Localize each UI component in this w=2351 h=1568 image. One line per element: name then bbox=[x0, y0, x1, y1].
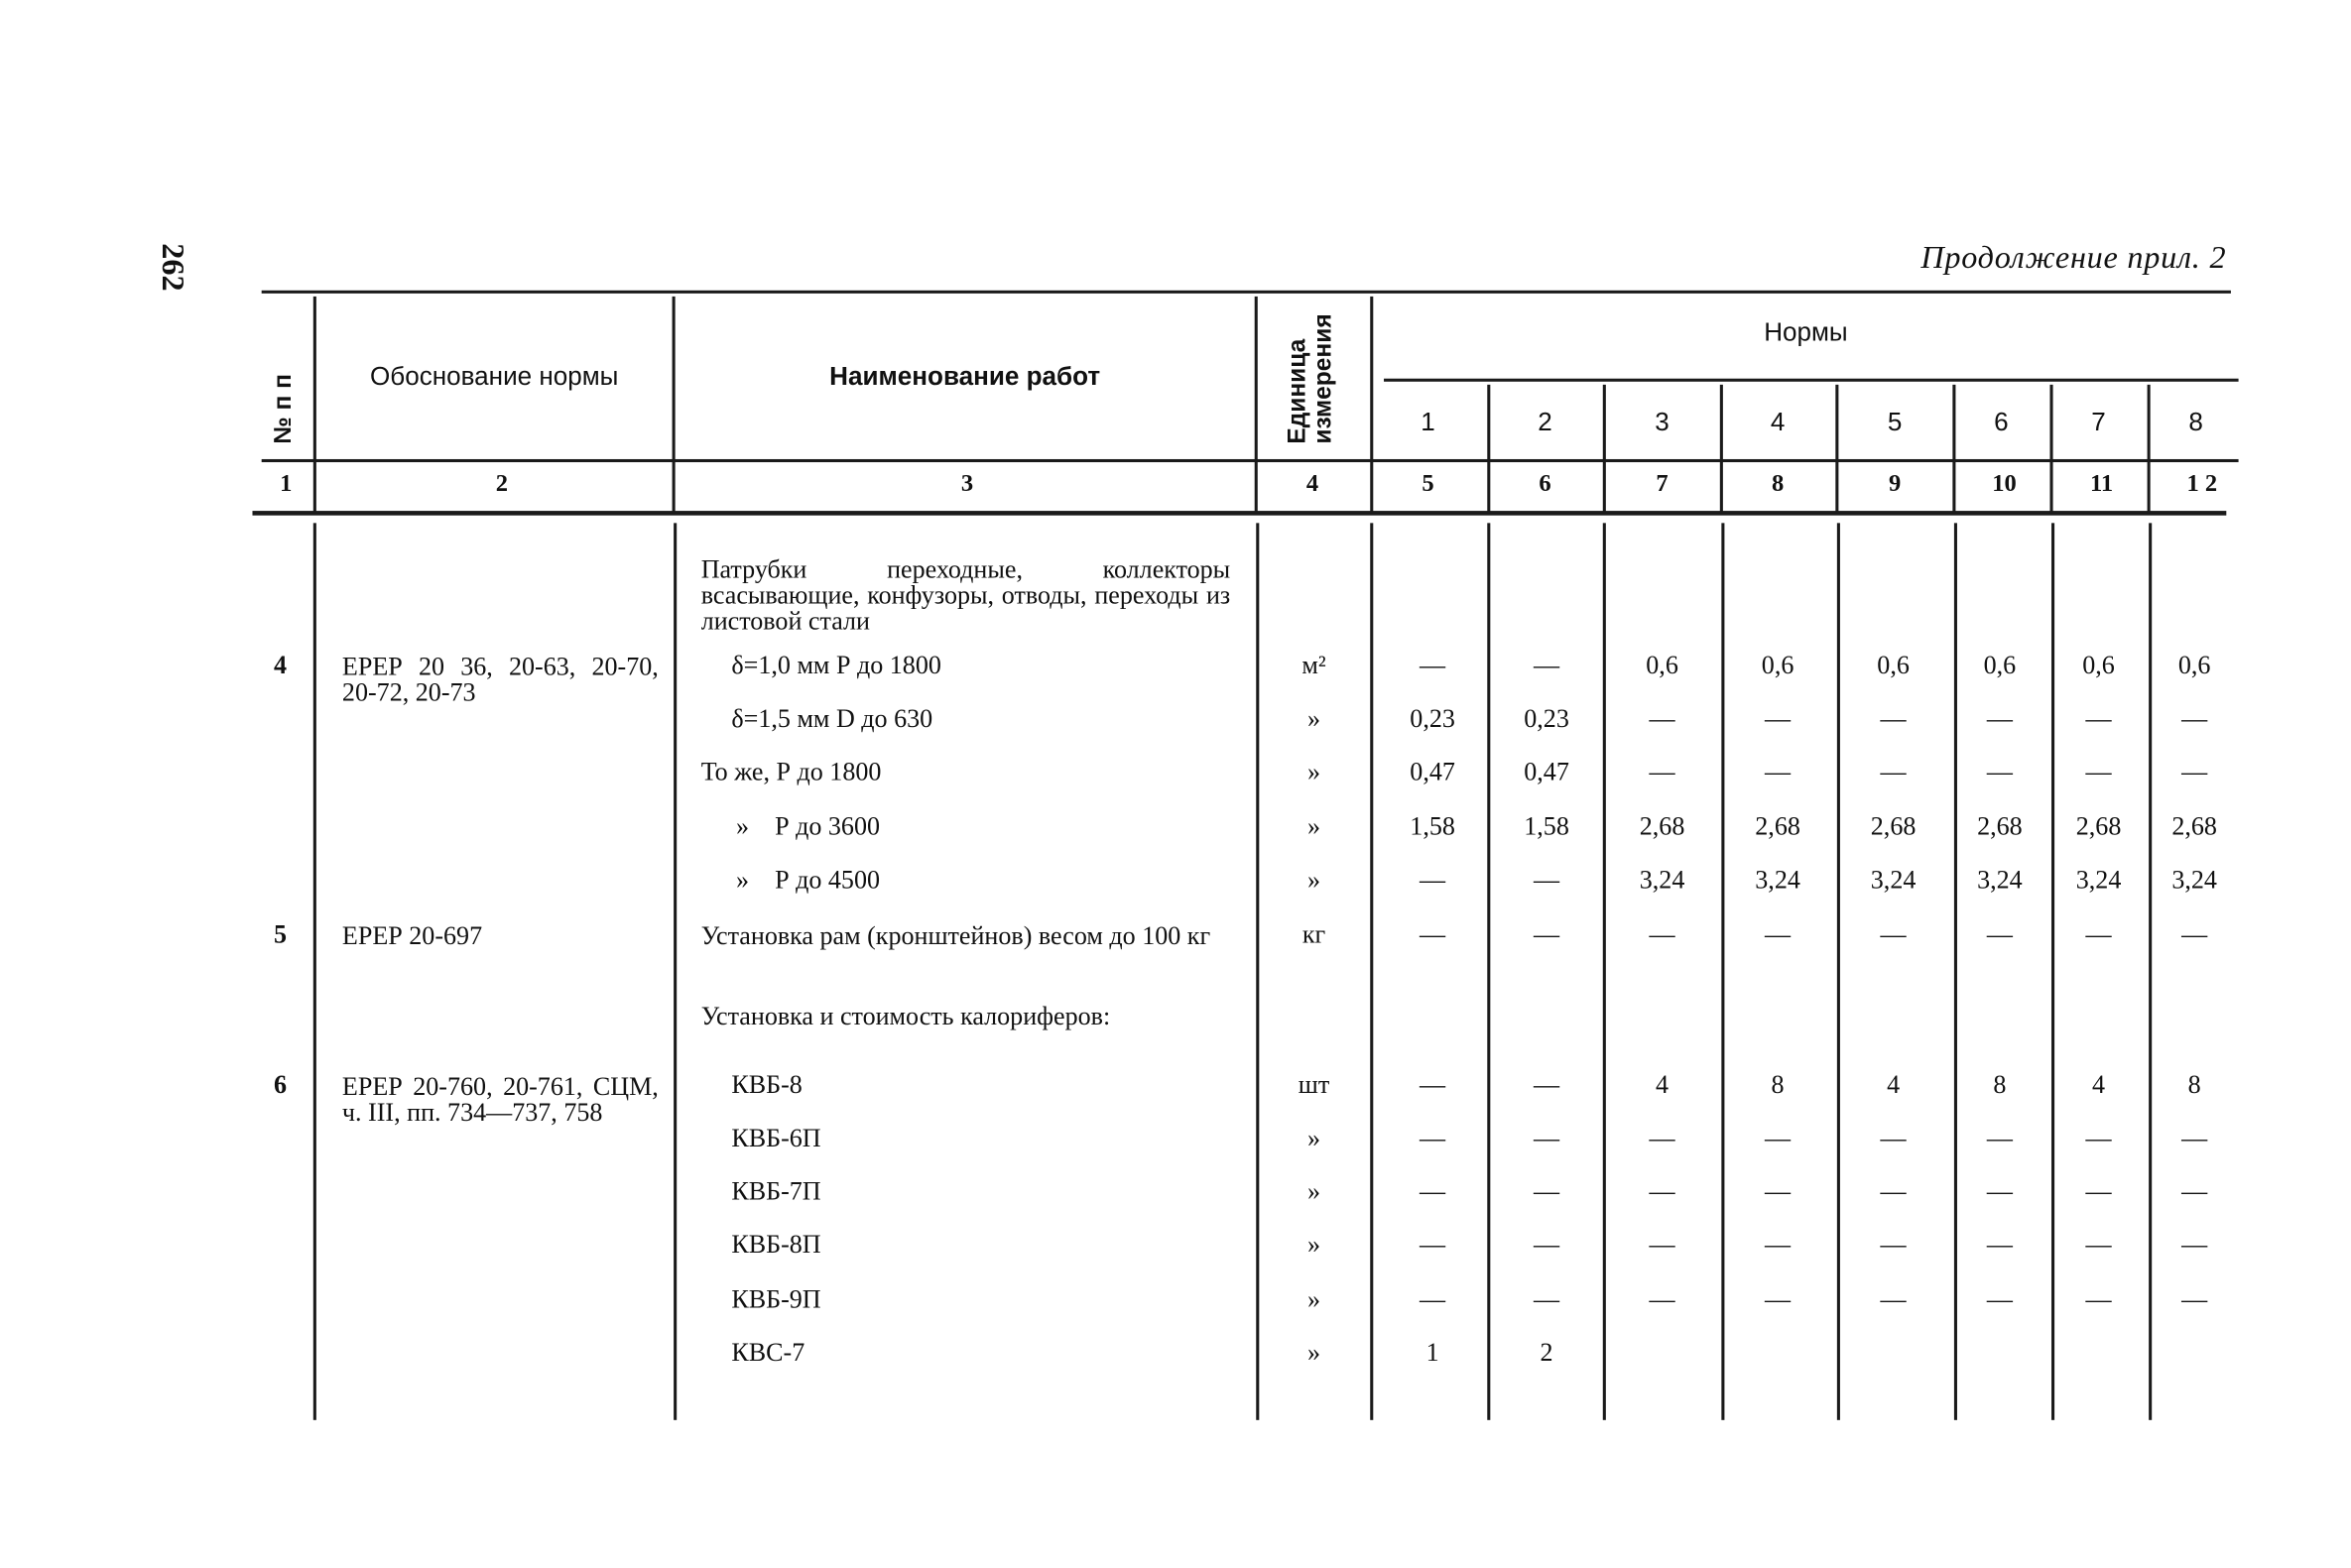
page-number: 262 bbox=[155, 243, 192, 292]
header-basis: Обоснование нормы bbox=[370, 361, 619, 391]
norm-col-header: 8 bbox=[2188, 407, 2203, 436]
norm-value: 0,6 bbox=[1646, 651, 1678, 680]
norm-value: — bbox=[1986, 1230, 2013, 1260]
column-number: 3 bbox=[960, 471, 974, 498]
norm-basis: ЕРЕР 20-697 bbox=[341, 920, 483, 951]
norm-value: 0,6 bbox=[2177, 651, 2211, 680]
table-top-rule bbox=[262, 291, 2231, 294]
work-name: Установка рам (кронштейнов) весом до 100 кг bbox=[700, 920, 1211, 951]
unit: » bbox=[1306, 757, 1321, 786]
norm-value: — bbox=[2181, 1176, 2208, 1206]
norm-value: — bbox=[1986, 703, 2013, 733]
work-name: » Р до 3600 bbox=[735, 811, 881, 841]
section-intro-text: Патрубки переходные, коллекторы всасывающие, конфузоры, отводы, переходы из листовой стали bbox=[700, 554, 1231, 636]
norm-value: — bbox=[2085, 1230, 2112, 1260]
header-norms: Нормы bbox=[1764, 317, 1848, 347]
work-name: δ=1,0 мм Р до 1800 bbox=[731, 651, 941, 680]
norm-value: — bbox=[2181, 703, 2208, 733]
norm-value: — bbox=[2181, 1230, 2208, 1260]
norm-value: — bbox=[1420, 651, 1446, 680]
norm-value: — bbox=[1534, 865, 1560, 895]
work-name: КВС-7 bbox=[731, 1338, 805, 1368]
norm-value: 2,68 bbox=[1755, 811, 1800, 841]
header-unit bbox=[1285, 313, 1336, 443]
unit: шт bbox=[1298, 1070, 1330, 1100]
work-name: КВБ-6П bbox=[731, 1123, 821, 1153]
col-rule bbox=[1603, 385, 1606, 514]
column-number: 6 bbox=[1539, 471, 1551, 498]
norm-value: — bbox=[2181, 1284, 2208, 1314]
norm-col-header: 7 bbox=[2091, 407, 2106, 436]
norm-value: — bbox=[1534, 1070, 1560, 1100]
work-name: КВБ-9П bbox=[731, 1284, 821, 1314]
norm-value: — bbox=[1880, 1284, 1907, 1314]
unit: м² bbox=[1301, 651, 1326, 680]
norm-value: 2,68 bbox=[2075, 811, 2122, 841]
row-number: 5 bbox=[273, 919, 287, 949]
norm-value: — bbox=[1649, 1176, 1675, 1206]
norm-value: — bbox=[1649, 1123, 1675, 1153]
norm-col-header: 2 bbox=[1538, 407, 1552, 436]
norm-value: 8 bbox=[1993, 1070, 2007, 1100]
norm-col-header: 5 bbox=[1887, 407, 1903, 436]
column-number: 1 2 bbox=[2186, 471, 2218, 498]
norm-value: 0,6 bbox=[2082, 651, 2115, 680]
norm-value: 3,24 bbox=[1977, 865, 2023, 895]
column-number: 2 bbox=[495, 471, 509, 498]
norm-value: 3,24 bbox=[1870, 865, 1917, 895]
col-rule bbox=[674, 523, 677, 1419]
norm-value: 0,47 bbox=[1524, 757, 1569, 786]
header-unit-line-2: измерения bbox=[1310, 313, 1337, 444]
unit: » bbox=[1306, 703, 1321, 733]
norm-value: — bbox=[1534, 1176, 1560, 1206]
norm-value: 3,24 bbox=[2171, 865, 2217, 895]
norm-value: 8 bbox=[1771, 1070, 1785, 1100]
work-name: То же, Р до 1800 bbox=[700, 757, 882, 786]
norm-value: — bbox=[1649, 1284, 1675, 1314]
col-rule bbox=[1835, 385, 1838, 514]
unit: » bbox=[1306, 1123, 1321, 1153]
norm-col-header: 3 bbox=[1655, 407, 1670, 436]
norm-value: — bbox=[1880, 1123, 1907, 1153]
header-unit-line-1: Единица bbox=[1285, 338, 1311, 444]
col-rule bbox=[1255, 297, 1258, 514]
work-name: КВБ-8П bbox=[731, 1230, 821, 1260]
col-rule bbox=[1720, 385, 1723, 514]
unit: кг bbox=[1301, 919, 1326, 949]
norm-value: 3,24 bbox=[1639, 865, 1685, 895]
norm-value: — bbox=[2181, 1123, 2208, 1153]
col-rule bbox=[1603, 523, 1606, 1419]
norm-col-header: 6 bbox=[1994, 407, 2009, 436]
norm-value: 2,68 bbox=[1977, 811, 2023, 841]
norm-value: 3,24 bbox=[2075, 865, 2122, 895]
norm-value: — bbox=[2085, 757, 2112, 786]
norms-sub-rule bbox=[1384, 379, 2239, 382]
norm-basis: ЕРЕР 20-760, 20-761, СЦМ, ч. III, пп. 734—737, 758 bbox=[341, 1071, 659, 1127]
column-number: 10 bbox=[1992, 471, 2017, 498]
col-rule bbox=[1487, 385, 1490, 514]
col-rule bbox=[2049, 385, 2052, 514]
norm-value: — bbox=[1880, 919, 1907, 949]
header-num: № п п bbox=[270, 374, 297, 444]
norm-value: — bbox=[1534, 651, 1560, 680]
unit: » bbox=[1306, 1230, 1321, 1260]
norm-value: 4 bbox=[2092, 1070, 2106, 1100]
norm-value: 2,68 bbox=[2171, 811, 2217, 841]
unit: » bbox=[1306, 1176, 1321, 1206]
unit: » bbox=[1306, 1284, 1321, 1314]
col-rule bbox=[1721, 523, 1724, 1419]
norm-value: — bbox=[1420, 1123, 1446, 1153]
norm-value: — bbox=[1420, 1176, 1446, 1206]
col-rule bbox=[673, 297, 676, 514]
column-number: 4 bbox=[1305, 471, 1319, 498]
norm-value: — bbox=[1765, 1230, 1792, 1260]
norm-value: — bbox=[1880, 1176, 1907, 1206]
norm-value: 0,47 bbox=[1410, 757, 1455, 786]
continuation-title: Продолжение прил. 2 bbox=[1920, 238, 2227, 276]
norm-value: — bbox=[1534, 919, 1560, 949]
col-rule bbox=[1487, 523, 1490, 1419]
column-number: 9 bbox=[1888, 471, 1902, 498]
norm-value: — bbox=[1765, 1123, 1792, 1153]
norm-value: — bbox=[1880, 757, 1907, 786]
col-rule bbox=[1952, 385, 1955, 514]
norm-value: 4 bbox=[1656, 1070, 1670, 1100]
work-name: КВБ-8 bbox=[731, 1070, 803, 1100]
norm-value: — bbox=[1420, 1070, 1446, 1100]
norm-value: 8 bbox=[2187, 1070, 2201, 1100]
norm-basis: ЕРЕР 20 36, 20-63, 20-70, 20-72, 20-73 bbox=[341, 652, 659, 707]
norm-value: 0,6 bbox=[1761, 651, 1794, 680]
norm-col-header: 1 bbox=[1421, 407, 1435, 436]
norm-value: — bbox=[2085, 1284, 2112, 1314]
unit: » bbox=[1306, 811, 1321, 841]
norm-value: 1 bbox=[1425, 1338, 1439, 1368]
norm-value: 3,24 bbox=[1755, 865, 1800, 895]
norm-value: — bbox=[1986, 919, 2013, 949]
norm-value: — bbox=[1420, 919, 1446, 949]
norm-value: — bbox=[1765, 919, 1792, 949]
norm-value: — bbox=[1420, 865, 1446, 895]
norm-value: — bbox=[1765, 703, 1792, 733]
norm-col-header: 4 bbox=[1770, 407, 1786, 436]
col-rule bbox=[2148, 385, 2151, 514]
unit: » bbox=[1306, 865, 1321, 895]
norm-value: 0,6 bbox=[1983, 651, 2017, 680]
norm-value: — bbox=[2085, 1123, 2112, 1153]
norm-value: — bbox=[1534, 1123, 1560, 1153]
norm-value: — bbox=[2085, 919, 2112, 949]
norm-value: — bbox=[1420, 1230, 1446, 1260]
norm-value: — bbox=[1649, 757, 1675, 786]
norm-value: — bbox=[2085, 1176, 2112, 1206]
column-number: 11 bbox=[2090, 471, 2114, 498]
norm-value: — bbox=[1986, 1284, 2013, 1314]
column-number: 5 bbox=[1422, 471, 1434, 498]
column-number: 1 bbox=[280, 471, 293, 498]
column-number: 7 bbox=[1656, 471, 1669, 498]
norm-value: 1,58 bbox=[1410, 811, 1455, 841]
norm-value: — bbox=[1649, 919, 1675, 949]
header-works: Наименование работ bbox=[829, 361, 1101, 391]
norm-value: 0,23 bbox=[1410, 703, 1455, 733]
norm-value: — bbox=[1420, 1284, 1446, 1314]
norm-value: — bbox=[1534, 1230, 1560, 1260]
norm-value: — bbox=[2181, 757, 2208, 786]
norm-value: 4 bbox=[1887, 1070, 1901, 1100]
col-rule bbox=[1370, 523, 1373, 1419]
norm-value: 0,23 bbox=[1524, 703, 1569, 733]
norm-value: — bbox=[1649, 1230, 1675, 1260]
col-rule bbox=[313, 523, 316, 1419]
colnum-bottom-rule bbox=[252, 511, 2226, 516]
norm-value: — bbox=[1880, 1230, 1907, 1260]
work-name: δ=1,5 мм D до 630 bbox=[731, 703, 933, 733]
norm-value: 2,68 bbox=[1639, 811, 1685, 841]
work-name: Установка и стоимость калориферов: bbox=[700, 1002, 1111, 1031]
norm-value: — bbox=[2181, 919, 2208, 949]
norm-value: — bbox=[1880, 703, 1907, 733]
column-number: 8 bbox=[1771, 471, 1785, 498]
work-name: КВБ-7П bbox=[731, 1176, 821, 1206]
unit: » bbox=[1306, 1338, 1321, 1368]
norm-value: — bbox=[1986, 1123, 2013, 1153]
norm-value: — bbox=[1649, 703, 1675, 733]
norm-value: — bbox=[1765, 1176, 1792, 1206]
norm-value: 1,58 bbox=[1524, 811, 1569, 841]
col-rule bbox=[1256, 523, 1259, 1419]
row-number: 4 bbox=[273, 651, 287, 680]
norm-value: — bbox=[1986, 757, 2013, 786]
row-number: 6 bbox=[273, 1070, 287, 1100]
norm-value: 0,6 bbox=[1877, 651, 1910, 680]
header-bottom-rule bbox=[262, 459, 2239, 462]
norm-value: — bbox=[1765, 1284, 1792, 1314]
norm-value: — bbox=[2085, 703, 2112, 733]
norm-value: — bbox=[1765, 757, 1792, 786]
norm-value: — bbox=[1986, 1176, 2013, 1206]
norm-value: 2 bbox=[1540, 1338, 1553, 1368]
work-name: » Р до 4500 bbox=[735, 865, 881, 895]
norm-value: 2,68 bbox=[1870, 811, 1917, 841]
col-rule bbox=[1837, 523, 1840, 1419]
norm-value: — bbox=[1534, 1284, 1560, 1314]
